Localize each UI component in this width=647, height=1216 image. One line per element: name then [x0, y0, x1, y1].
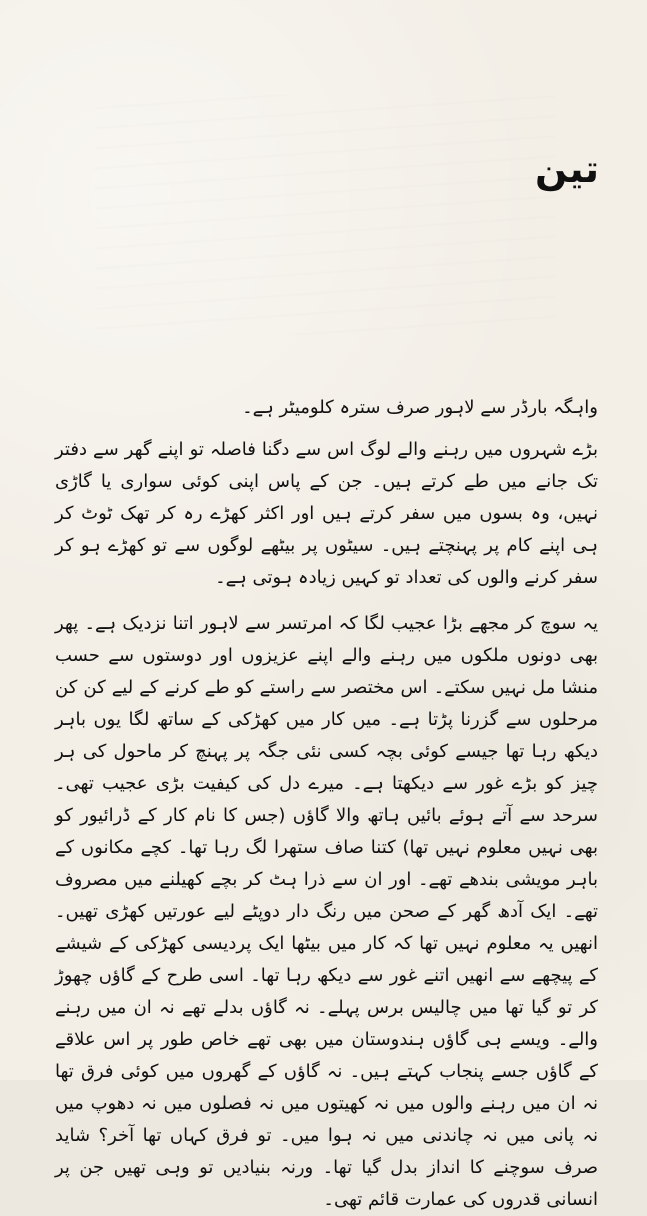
paragraph-1: واہگہ بارڈر سے لاہور صرف سترہ کلومیٹر ہے۔	[242, 397, 598, 418]
reverse-side-bleed	[95, 95, 555, 335]
body-text	[55, 392, 598, 1216]
paragraph-3: یہ سوچ کر مجھے بڑا عجیب لگا کہ امرتسر سے لاہور اتنا نزدیک ہے۔ پھر بھی دونوں ملکوں میں رہنے والے اپنے عزیزوں اور دوستوں سے حسب منشا مل نہیں سکتے۔ اس مختصر سے راستے کو طے کرنے کے لیے کن کن مرحلوں سے گزرنا پڑتا ہے۔ میں کار میں کھڑکی کے ساتھ لگا یوں باہر دیکھ رہا تھا جیسے کوئی بچہ کسی نئی جگہ پر پہنچ کر ماحول کی ہر چیز کو بڑے غور سے دیکھتا ہے۔ میرے دل کی کیفیت بڑی عجیب تھی۔ سرحد سے آتے ہوئے بائیں ہاتھ والا گاؤں (جس کا نام کار کے ڈرائیور کو بھی نہیں معلوم نہیں تھا) کتنا صاف ستھرا لگ رہا تھا۔ کچے مکانوں کے باہر مویشی بندھے تھے۔ اور ان سے ذرا ہٹ کر بچے کھیلنے میں مصروف تھے۔ ایک آدھ گھر کے صحن میں رنگ دار دوپٹے لیے عورتیں کھڑی تھیں۔ انھیں یہ معلوم نہیں تھا کہ کار میں بیٹھا ایک پردیسی کھڑکی کے شیشے کے پیچھے سے انھیں اتنے غور سے دیکھ رہا تھا۔ اسی طرح کے گاؤں چھوڑ کر تو گیا تھا میں چالیس برس پہلے۔ نہ گاؤں بدلے تھے نہ ان میں رہنے والے۔ ویسے ہی گاؤں ہندوستان میں بھی تھے خاص طور پر اس علاقے کے گاؤں جسے پنجاب کہتے ہیں۔ نہ گاؤں کے گھروں میں کوئی فرق تھا نہ ان میں رہنے والوں میں نہ کھیتوں میں نہ فصلوں میں نہ دھوپ میں نہ پانی میں نہ چاندنی میں نہ ہوا میں۔ تو فرق کہاں تھا آخر؟ شاید صرف سوچنے کا انداز بدل گیا تھا۔ ورنہ بنیادیں تو وہی تھیں جن پر انسانی قدروں کی عمارت قائم تھی۔	[55, 613, 598, 1210]
chapter-title: تین	[535, 147, 599, 191]
paragraph-2: بڑے شہروں میں رہنے والے لوگ اس سے دگنا فاصلہ تو اپنے گھر سے دفتر تک جانے میں طے کرتے ہیں۔ جن کے پاس اپنی کوئی سواری یا گاڑی نہیں، وہ بسوں میں سفر کرتے ہیں اور اکثر کھڑے رہ کر تھک ٹوٹ کر ہی اپنے کام پر پہنچتے ہیں۔ سیٹوں پر بیٹھے لوگوں سے تو کھڑے ہو کر سفر کرنے والوں کی تعداد تو کہیں زیادہ ہوتی ہے۔	[55, 439, 598, 588]
